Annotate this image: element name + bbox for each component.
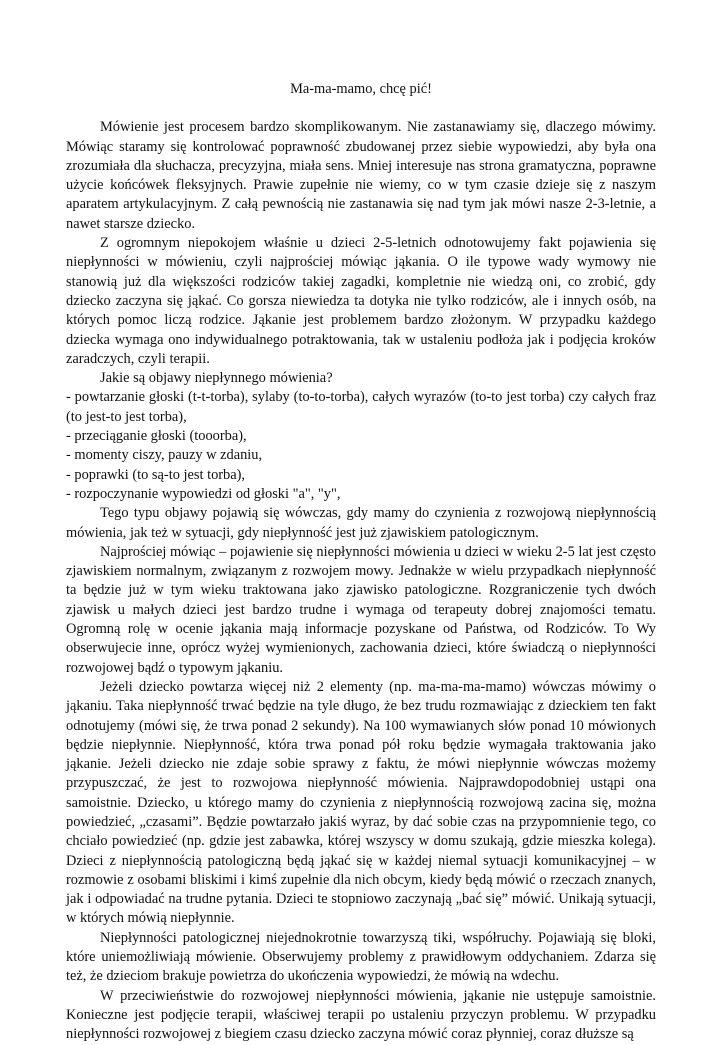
list-item: - przeciąganie głoski (tooorba), (66, 428, 247, 445)
document-body (66, 118, 656, 1044)
paragraph: Mówienie jest procesem bardzo skomplikowanym. Nie zastanawiamy się, dlaczego mówimy. Mówiąc staramy się kontrolować poprawność zbudowanej przez siebie wypowiedzi, aby była ona zrozumiała dla słuchacza, precyzyjna, miała sens. Mniej interesuje nas strona gramatyczna, poprawne użycie końcówek fleksyjnych. Prawie zupełnie nie wiemy, co w tym czasie dzieje się z naszym aparatem artykulacyjnym. Z całą pewnością nie zastanawia się nad tym jak mówi nasze 2-3-letnie, a nawet starsze dziecko. (66, 119, 656, 232)
document-page (66, 80, 656, 1045)
paragraph: Jeżeli dziecko powtarza więcej niż 2 elementy (np. ma-ma-ma-mamo) wówczas mówimy o jąkaniu. Taka niepłynność trwać będzie na tyle długo, że bez trudu rozmawiając z dzieckiem ten fakt odnotujemy (mówi się, że trwa ponad 2 sekundy). Na 100 wymawianych słów ponad 10 mówionych będzie niepłynnie. Niepłynność, która trwa ponad pół roku będzie wymagała traktowania jako jąkanie. Jeżeli dziecko nie zdaje sobie sprawy z faktu, że mówi niepłynnie wówczas możemy przypuszczać, że jest to rozwojowa niepłynność mówienia. Najprawdopodobniej ustąpi ona samoistnie. Dziecko, u którego mamy do czynienia z niepłynnością rozwojową zacina się, można powiedzieć, „czasami”. Będzie powtarzało jakiś wyraz, by dać sobie czas na przypomnienie tego, co chciało powiedzieć (np. gdzie jest zabawka, której wszyscy w domu szukają, gdzie mieszka kolega). Dzieci z niepłynnością patologiczną będą jąkać się w każdej niemal sytuacji komunikacyjnej – w rozmowie z osobami bliskimi i kimś zupełnie dla nich obcym, kiedy będą mówić o rzeczach znanych, jak i odpowiadać na trudne pytania. Dzieci te stopniowo zaczynają „bać się” mówić. Unikają sytuacji, w których mówią niepłynnie. (66, 678, 656, 927)
question-heading: Jakie są objawy niepłynnego mówienia? (100, 370, 333, 387)
paragraph: W przeciwieństwie do rozwojowej niepłynności mówienia, jąkanie nie ustępuje samoistnie. Konieczne jest podjęcie terapii, właściwej terapii po ustaleniu przyczyn problemu. W przypadku niepłynności rozwojowej z biegiem czasu dziecko zaczyna mówić coraz płynniej, coraz dłuższe są (66, 987, 656, 1043)
paragraph: Z ogromnym niepokojem właśnie u dzieci 2-5-letnich odnotowujemy fakt pojawienia się niepłynności w mówieniu, czyli najprościej mówiąc jąkania. O ile typowe wady wymowy nie stanowią już dla większości rodziców takiej zagadki, kompletnie nie wiedzą oni, co zrobić, gdy dziecko zaczyna się jąkać. Co gorsza niewiedza ta dotyka nie tylko rodziców, ale i innych osób, na których pomoc liczą rodzice. Jąkanie jest problemem bardzo złożonym. W przypadku każdego dziecka wymaga ono indywidualnego potraktowania, tak w ustaleniu podłoża jak i podjęcia kroków zaradczych, czyli terapii. (66, 235, 656, 367)
list-item: - momenty ciszy, pauzy w zdaniu, (66, 447, 263, 464)
paragraph: Niepłynności patologicznej niejednokrotnie towarzyszą tiki, współruchy. Pojawiają się bloki, które uniemożliwiają mówienie. Obserwujemy problemy z prawidłowym oddychaniem. Zdarza się też, że dzieciom brakuje powietrza do ukończenia wypowiedzi, że mówią na wdechu. (66, 929, 656, 985)
list-item: - rozpoczynanie wypowiedzi od głoski "a", "y", (66, 485, 341, 502)
paragraph: Tego typu objawy pojawią się wówczas, gdy mamy do czynienia z rozwojową niepłynnością mówienia, jak też w sytuacji, gdy niepłynność jest już zjawiskiem patologicznym. (66, 505, 656, 541)
paragraph: Najprościej mówiąc – pojawienie się niepłynności mówienia u dzieci w wieku 2-5 lat jest często zjawiskiem normalnym, związanym z rozwojem mowy. Jednakże w wielu przypadkach niepłynność ta będzie już w tym wieku traktowana jako zjawisko patologiczne. Rozgraniczenie tych dwóch zjawisk u małych dzieci jest bardzo trudne i wymaga od terapeuty dobrej znajomości tematu. Ogromną rolę w ocenie jąkania mają informacje pozyskane od Państwa, od Rodziców. To Wy obserwujecie inne, oprócz wyżej wymienionych, zachowania dzieci, które świadczą o niepłynności rozwojowej bądź o typowym jąkaniu. (66, 543, 656, 676)
document-title: Ma-ma-mamo, chcę pić! (290, 81, 432, 97)
list-item: - powtarzanie głoski (t-t-torba), sylaby (to-to-torba), całych wyrazów (to-to jest torba) czy całych fraz (to jest-to jest torba), (66, 389, 656, 425)
list-item: - poprawki (to są-to jest torba), (66, 466, 246, 483)
